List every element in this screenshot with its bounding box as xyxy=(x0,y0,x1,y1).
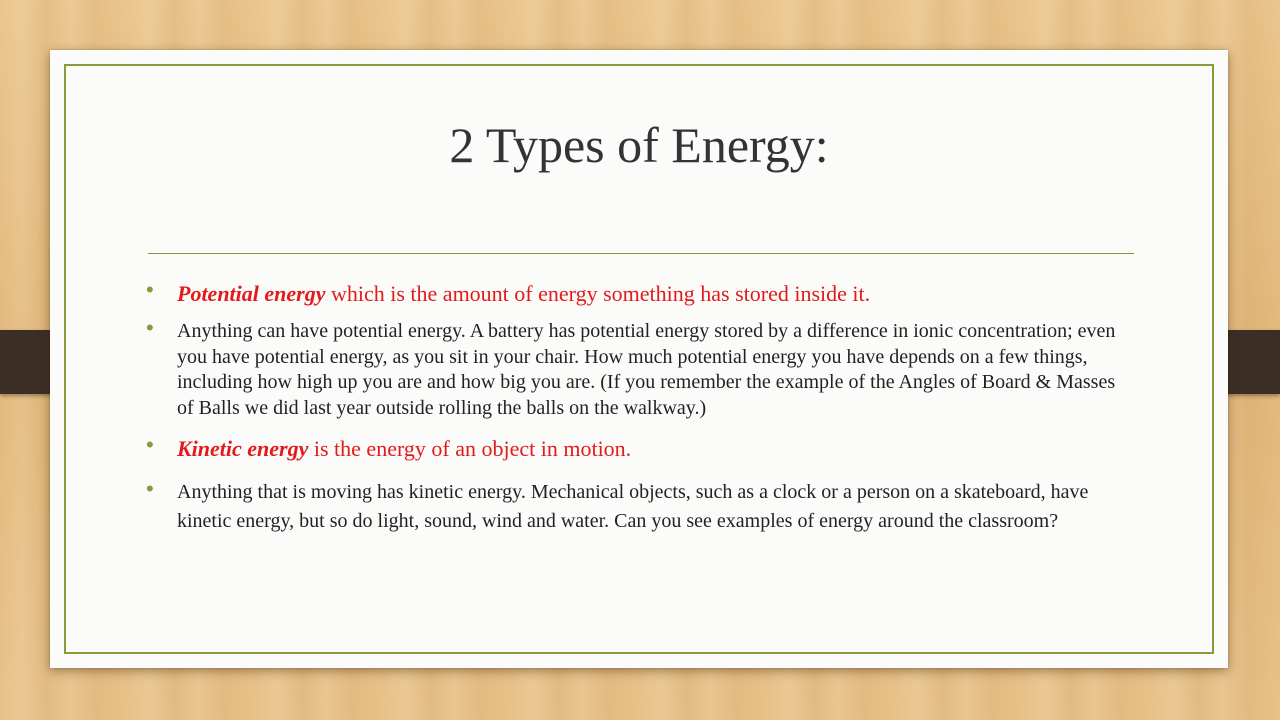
bullet-potential-explanation xyxy=(146,319,1136,421)
bullet-kinetic-explanation xyxy=(146,478,1136,536)
bullet-text: Anything that is moving has kinetic energy. Mechanical objects, such as a clock or a person on a skateboard, have kinetic energy, but so do light, sound, wind and water. Can you see examples of energy around the classroom? xyxy=(177,481,1089,532)
bullet-potential-energy xyxy=(146,281,1136,307)
bullet-text: which is the amount of energy something has stored inside it. xyxy=(325,281,871,306)
bullet-list xyxy=(146,281,1136,536)
slide-title: 2 Types of Energy: xyxy=(449,117,829,173)
bullet-text: is the energy of an object in motion. xyxy=(308,436,632,461)
title-divider xyxy=(148,253,1134,254)
slide-card xyxy=(50,50,1228,668)
term-kinetic-energy: Kinetic energy xyxy=(177,436,309,461)
bullet-text: Anything can have potential energy. A battery has potential energy stored by a difference in ionic concentration; even you have potential energy, as you sit in your chair. How much potential energy you have depends on a few things, including how high up you are and how big you are. (If you remember the example of the Angles of Board & Masses of Balls we did last year outside rolling the balls on the walkway.) xyxy=(177,320,1116,419)
bullet-kinetic-energy xyxy=(146,436,1136,462)
term-potential-energy: Potential energy xyxy=(177,281,326,306)
